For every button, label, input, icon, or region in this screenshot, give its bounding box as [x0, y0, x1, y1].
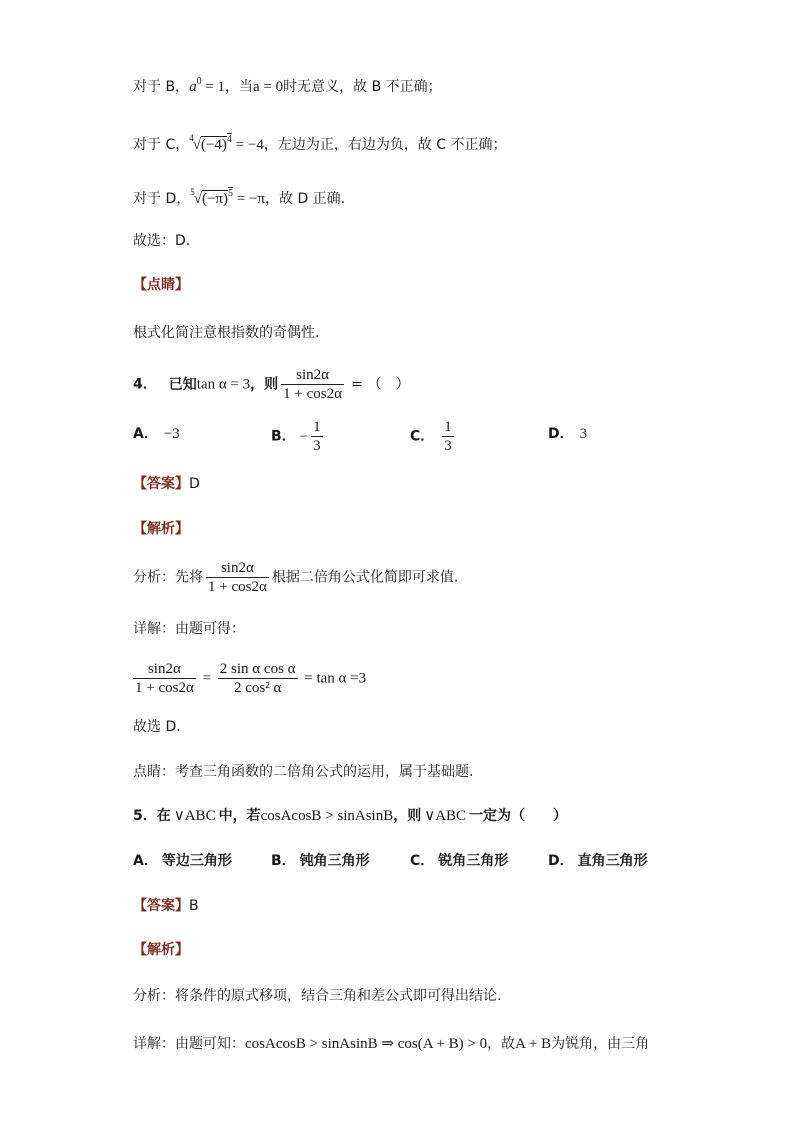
dianjing-heading: 【点睛】	[133, 277, 189, 293]
choose-4: 故选 D.	[133, 719, 181, 735]
fenxi-5: 分析：将条件的原式移项，结合三角和差公式即可得出结论.	[133, 988, 502, 1004]
line-option-c: 对于 C，$^4√(-4)^4 = -4$，左边为正，右边为负，故 C 不正确；	[133, 133, 507, 153]
xiangjie-4: 详解：由题可得：	[133, 621, 245, 637]
dianjing-text: 根式化简注意根指数的奇偶性.	[133, 325, 320, 341]
q5-option-d: D． 直角三角形	[548, 853, 648, 869]
dianjing-4: 点睛：考查三角函数的二倍角公式的运用，属于基础题.	[133, 764, 474, 780]
q5-option-b: B． 钝角三角形	[271, 853, 370, 869]
q4-option-a: A． −3	[133, 426, 180, 442]
line-option-b: 对于 B，$a^0 = 1$，当a = 0时无意义，故 B 不正确；	[133, 76, 442, 95]
choose-d: 故选：D.	[133, 233, 191, 249]
question-4: 4． 已知tan α = 3，则 $\frac{\sin 2\alpha}{1 + \cos 2\alpha}$ = （ ）	[133, 367, 410, 402]
jiexi-4-heading: 【解析】	[133, 521, 189, 537]
question-5: 5．在 ∨ABC 中，若cosAcosB > sinAsinB，则 ∨ABC 一定为（ ）	[133, 808, 568, 824]
answer-5: 【答案】B	[133, 898, 199, 914]
q5-option-c: C． 锐角三角形	[410, 853, 509, 869]
xiangjie-5: 详解：由题可知：cosAcosB > sinAsinB ⇒ cos(A + B) > 0，故A + B为锐角，由三角	[133, 1036, 650, 1052]
line-option-d: 对于 D，$^5√(-\pi)^5 = -\pi$，故 D 正确.	[133, 187, 346, 207]
q5-option-a: A． 等边三角形	[133, 853, 232, 869]
q4-option-d: D． 3	[548, 426, 588, 442]
fenxi-4: 分析：先将 $\frac{\sin 2\alpha}{1 + \cos 2\alpha}$ 根据二倍角公式化简即可求值.	[133, 560, 459, 595]
q4-option-b: B． − $\frac{1}{3}$	[271, 419, 321, 454]
answer-4: 【答案】D	[133, 476, 200, 492]
equation-4: $\frac{\sin 2\alpha}{1 + \cos 2\alpha}$ = $\frac{\text{2 sin α cos α}}{\text{2 cos² α}}$ = tan α =3	[135, 661, 367, 696]
q4-option-c: C． $\frac{1}{3}$	[410, 419, 452, 454]
jiexi-5-heading: 【解析】	[133, 942, 189, 958]
